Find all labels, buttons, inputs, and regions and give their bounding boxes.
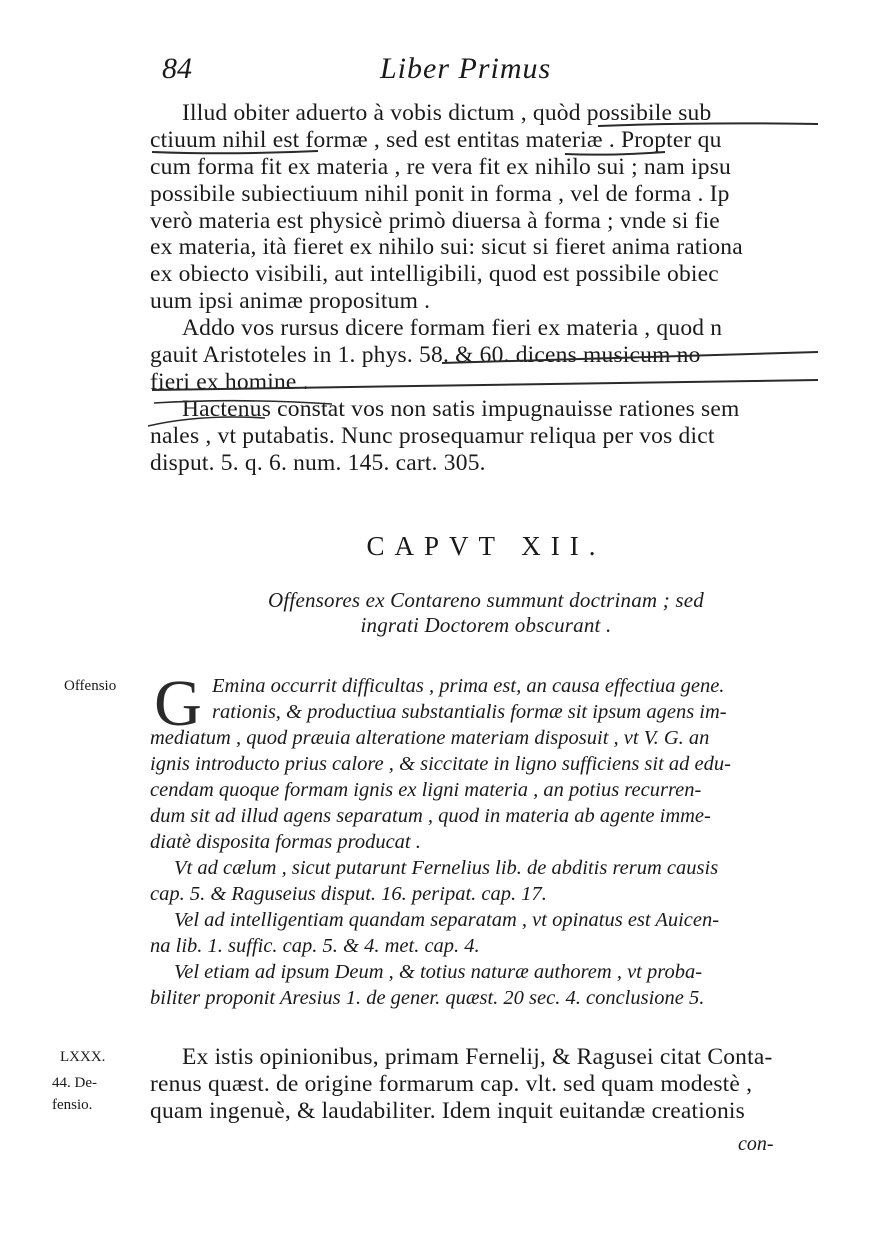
text-line: gauit Aristoteles in 1. phys. 58. & 60. dicens musicum no [150, 342, 701, 369]
italic-line: cendam quoque formam ignis ex ligni materia , an potius recurren- [150, 779, 702, 801]
page-number: 84 [162, 52, 192, 85]
text-line: renus quæst. de origine formarum cap. vlt. sed quam modestè , [150, 1070, 753, 1097]
text-line: uum ipsi animæ propositum . [150, 288, 431, 315]
italic-line: Vel ad intelligentiam quandam separatam , vt opinatus est Auicen- [174, 909, 720, 931]
text-line: possibile subiectiuum nihil ponit in forma , vel de forma . Ip [150, 180, 730, 207]
italic-line: diatè disposita formas producat . [150, 831, 421, 853]
chapter-heading: CAPVT XII. [366, 531, 606, 561]
page-header [150, 52, 830, 92]
text-line: fieri ex homine . [150, 368, 309, 395]
text-line: Hactenus constat vos non satis impugnauisse rationes sem [182, 395, 740, 422]
text-line: disput. 5. q. 6. num. 145. cart. 305. [150, 449, 486, 476]
italic-line: Emina occurrit difficultas , prima est, an causa effectiua gene. [212, 675, 725, 697]
drop-capital: G [154, 667, 202, 740]
text-line: Ex istis opinionibus, primam Fernelij, & Ragusei citat Conta- [182, 1044, 773, 1070]
margin-note-defensio-b: fensio. [52, 1097, 93, 1113]
margin-note-defensio-a: 44. De- [52, 1075, 97, 1091]
italic-line: cap. 5. & Raguseius disput. 16. peripat. cap. 17. [150, 883, 547, 905]
argument-line: Offensores ex Contareno summunt doctrinam ; sed [268, 588, 704, 612]
italic-line: biliter proponit Aresius 1. de gener. quæst. 20 sec. 4. conclusione 5. [150, 987, 705, 1009]
text-line: nales , vt putabatis. Nunc prosequamur reliqua per vos dict [150, 422, 715, 449]
text-line: cum forma fit ex materia , re vera fit ex nihilo sui ; nam ipsu [150, 153, 731, 180]
text-line: ex obiecto visibili, aut intelligibili, quod est possibile obiec [150, 261, 719, 288]
bottom-text [150, 1044, 822, 1125]
argument-line: ingrati Doctorem obscurant . [360, 613, 612, 637]
italic-line: dum sit ad illud agens separatum , quod in materia ab agente imme- [150, 805, 711, 827]
top-text [150, 100, 822, 476]
chapter-argument [150, 588, 822, 638]
italic-line: na lib. 1. suffic. cap. 5. & 4. met. cap. 4. [150, 935, 480, 957]
margin-note-offensio: Offensio [64, 678, 117, 694]
italic-line: Vt ad cælum , sicut putarunt Fernelius lib. de abditis rerum causis [174, 857, 719, 879]
text-line: verò materia est physicè primò diuersa à forma ; vnde si fie [150, 207, 720, 234]
text-line: Addo vos rursus dicere formam fieri ex materia , quod n [182, 315, 723, 342]
text-line: Illud obiter aduerto à vobis dictum , quòd possibile sub [182, 100, 712, 126]
text-line: ctiuum nihil est formæ , sed est entitas materiæ . Propter qu [150, 126, 722, 153]
catchword: con- [738, 1133, 774, 1155]
text-line: quam ingenuè, & laudabiliter. Idem inquit euitandæ creationis [150, 1097, 745, 1124]
text-line: ex materia, ità fieret ex nihilo sui: sicut si fieret anima rationa [150, 234, 743, 261]
italic-line: mediatum , quod præuia alteratione materiam disposuit , vt V. G. an [150, 727, 710, 749]
running-title: Liber Primus [380, 52, 552, 85]
italic-section [150, 725, 822, 1011]
italic-line: Vel etiam ad ipsum Deum , & totius naturæ authorem , vt proba- [174, 961, 703, 983]
italic-line: rationis, & productiua substantialis formæ sit ipsum agens im- [212, 701, 727, 723]
margin-note-lxxx: LXXX. [60, 1049, 106, 1065]
italic-line: ignis introducto prius calore , & siccitate in ligno sufficiens sit ad edu- [150, 753, 731, 775]
italic-first-lines [212, 673, 822, 725]
